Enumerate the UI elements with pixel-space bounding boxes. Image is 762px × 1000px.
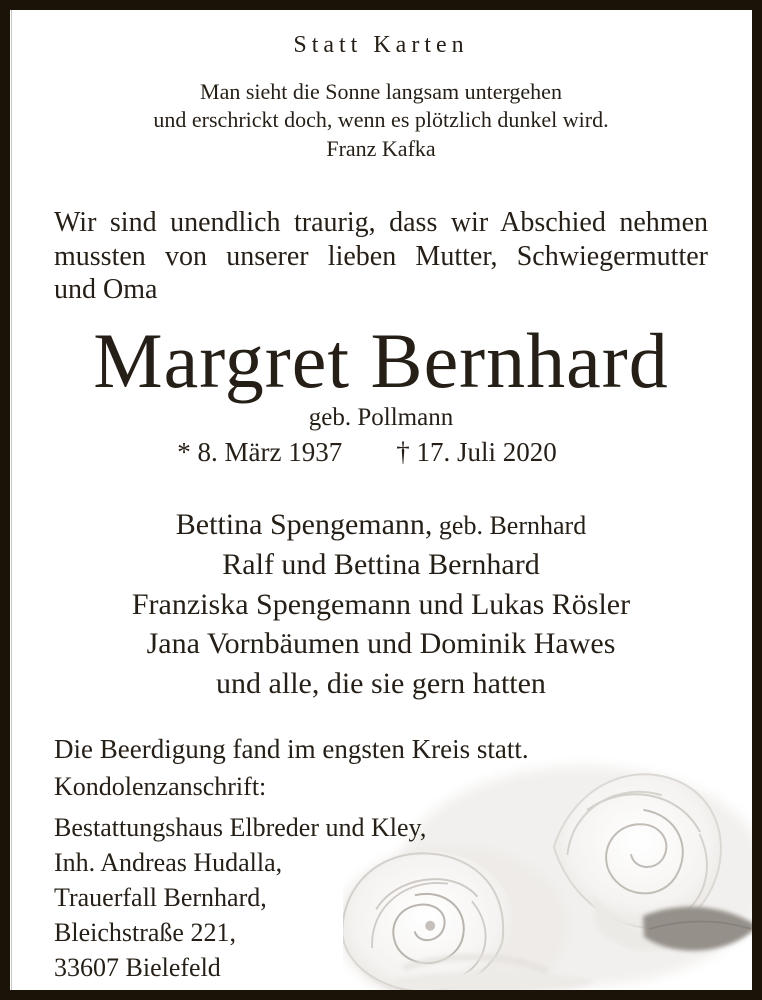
condolence-line: Bleichstraße 221,	[54, 918, 236, 947]
quote-attribution: Franz Kafka	[326, 136, 436, 161]
life-dates	[0, 437, 738, 468]
mourner-name: Ralf und Bettina Bernhard	[222, 547, 540, 581]
condolence-address	[54, 810, 708, 985]
mourner-name: und alle, die sie gern hatten	[216, 667, 546, 701]
mourner-line	[10, 586, 752, 626]
mourner-name-suffix: geb. Bernhard	[432, 511, 587, 540]
death-date: † 17. Juli 2020	[396, 437, 557, 467]
condolence-line: Trauerfall Bernhard,	[54, 883, 267, 912]
birth-date: * 8. März 1937	[177, 437, 343, 467]
mourners-list	[10, 506, 752, 705]
maiden-name: geb. Pollmann	[308, 404, 454, 431]
mourner-line	[10, 546, 752, 586]
intro-line-2: mussten von unserer lieben Mutter, Schwiegermutter	[54, 240, 708, 272]
kafka-quote	[10, 78, 752, 134]
condolence-line: 33607 Bielefeld	[54, 953, 221, 982]
mourner-name: Bettina Spengemann,	[175, 508, 433, 541]
mourner-name: Franziska Spengemann und Lukas Rösler	[131, 587, 631, 621]
intro-line-1: Wir sind unendlich traurig, dass wir Abschied nehmen	[54, 207, 708, 238]
mourner-line	[10, 625, 752, 665]
condolence-line: Inh. Andreas Hudalla,	[54, 848, 283, 877]
header-statt-karten: Statt Karten	[293, 32, 469, 58]
mourner-name: Jana Vornbäumen und Dominik Hawes	[146, 627, 616, 661]
intro-line-3: und Oma	[54, 274, 158, 305]
quote-line-1: Man sieht die Sonne langsam untergehen	[200, 79, 562, 104]
deceased-name: Margret Bernhard	[93, 317, 669, 404]
mourner-line	[10, 665, 752, 705]
funeral-note: Die Beerdigung fand im engsten Kreis statt.	[54, 734, 529, 764]
quote-line-2: und erschrickt doch, wenn es plötzlich dunkel wird.	[153, 107, 609, 132]
condolence-label: Kondolenzanschrift:	[54, 772, 267, 801]
condolence-line: Bestattungshaus Elbreder und Kley,	[54, 813, 427, 842]
intro-paragraph	[54, 206, 708, 307]
mourner-line	[10, 506, 752, 546]
